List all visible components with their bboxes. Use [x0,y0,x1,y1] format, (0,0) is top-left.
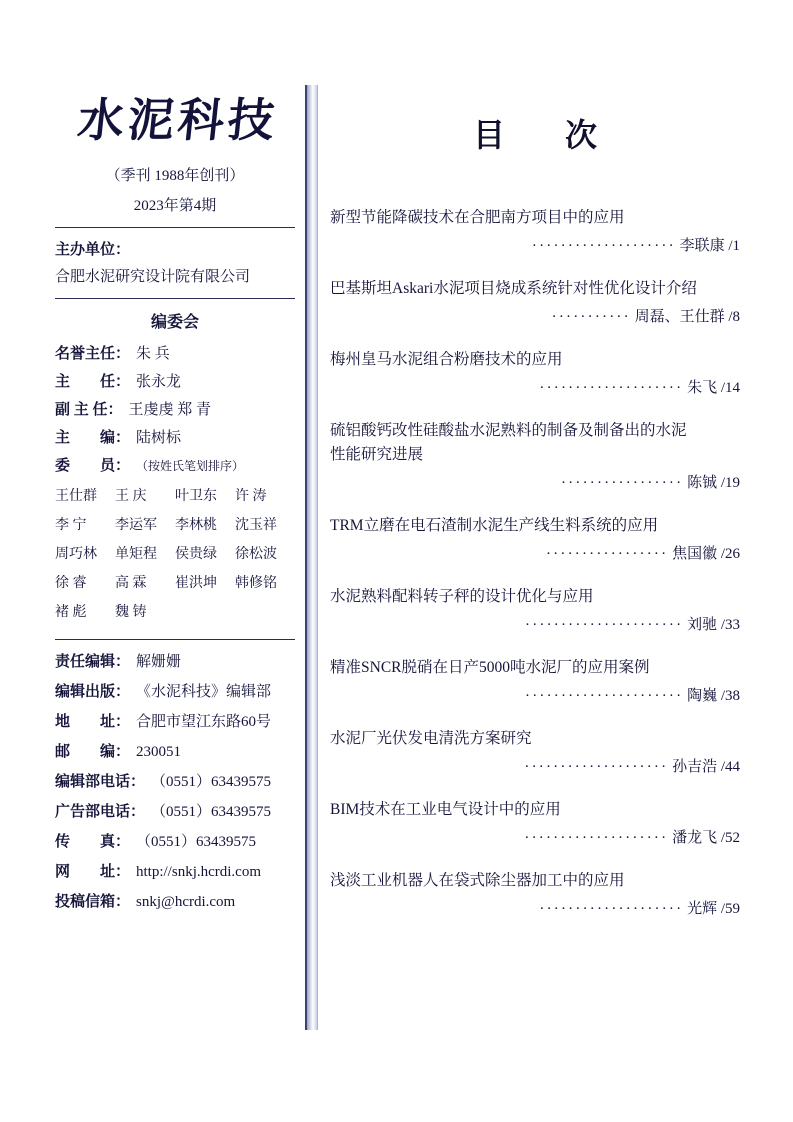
toc-entry-author: 陶巍 [687,688,718,705]
fax-value: （0551）63439575 [136,833,257,850]
leader-dots: ··········· [551,309,631,326]
publisher-label: 编辑出版： [55,683,131,700]
member-name: 单矩程 [115,546,157,562]
toc-entry-author: 李联康 [679,238,725,255]
page-title: 目 次 [472,116,611,154]
editorial-phone-label: 编辑部电话： [55,773,146,790]
toc-entry-page: /14 [720,380,740,397]
journal-periodicity: （季刊 1988年创刊） [105,167,245,184]
toc-entry-author: 朱飞 [687,380,718,397]
leader-dots: ················· [545,546,669,563]
toc-entry-title: 水泥厂光伏发电清洗方案研究 [330,730,532,748]
divider-contact [55,639,295,640]
member-name: 沈玉祥 [235,517,277,533]
vice-chair-value: 王虔虔 郑 青 [128,401,212,418]
toc-entry-author: 焦国徽 [672,546,718,563]
editor-in-chief-row [55,426,295,447]
leader-dots: ················· [560,475,684,492]
column-divider [305,85,318,1030]
ad-phone-row [55,800,295,821]
editor-in-chief-value: 陆树标 [136,429,182,446]
toc-entry-page: /8 [728,309,740,326]
member-name: 叶卫东 [175,488,217,504]
ad-phone-value: （0551）63439575 [151,803,272,820]
toc-entry-meta [330,376,740,397]
leader-dots: ···················· [539,380,684,397]
divider-top [55,227,295,228]
publisher-row [55,680,295,701]
email-row[interactable] [55,890,295,911]
list-item[interactable] [330,348,740,397]
editorial-members-grid [55,485,295,621]
members-note: （按姓氏笔划排序） [136,458,245,473]
leader-dots: ···················· [531,238,676,255]
member-name: 褚 彪 [55,604,87,620]
leader-dots: ······················ [525,617,684,634]
member-name: 高 霖 [115,575,147,591]
member-name: 周巧林 [55,546,97,562]
member-name: 徐松波 [235,546,277,562]
chair-row [55,370,295,391]
address-value: 合肥市望江东路60号 [136,713,272,730]
managing-editor-value: 解姗姗 [136,653,182,670]
honorary-chair-value: 朱 兵 [136,345,170,362]
sponsor-label: 主办单位： [55,241,131,258]
divider-editorial [55,298,295,299]
toc-entry-title: 梅州皇马水泥组合粉磨技术的应用 [330,351,563,369]
journal-info-column [55,95,295,920]
toc-entry-meta [330,234,740,255]
journal-masthead: 水泥科技 [75,93,281,147]
member-name: 侯贵绿 [175,546,217,562]
address-label: 地 址： [55,713,131,730]
member-name: 魏 铸 [115,604,147,620]
toc-entry-title-line2: 性能研究进展 [330,446,424,464]
toc-entry-title: 新型节能降碳技术在合肥南方项目中的应用 [330,209,625,226]
toc-entry-meta [330,542,740,563]
website-value[interactable]: http://snkj.hcrdi.com [136,863,262,880]
toc-entry-meta [330,613,740,634]
toc-entry-author: 刘驰 [687,617,718,634]
website-label: 网 址： [55,863,131,880]
vice-chair-row [55,398,295,419]
toc-entry-page: /26 [720,546,740,563]
leader-dots: ···················· [524,759,669,776]
chair-label: 主 任： [55,373,131,390]
chair-value: 张永龙 [136,373,182,390]
toc-entry-title: BIM技术在工业电气设计中的应用 [330,801,561,819]
toc-entry-page: /19 [720,475,740,492]
toc-entry-meta [330,897,740,918]
table-of-contents-column [330,110,740,940]
toc-entry-meta [330,305,740,326]
toc-entry-author: 周磊、王仕群 [634,309,725,326]
list-item[interactable] [330,727,740,776]
vice-chair-label: 副 主 任： [55,401,123,418]
toc-entry-title: 浅淡工业机器人在袋式除尘器加工中的应用 [330,872,625,890]
toc-entry-title: 水泥熟料配料转子秤的设计优化与应用 [330,588,594,606]
members-row [55,454,295,475]
toc-entry-meta [330,826,740,847]
list-item[interactable] [330,514,740,563]
toc-entry-title: 精准SNCR脱硝在日产5000吨水泥厂的应用案例 [330,659,650,677]
sponsor-value: 合肥水泥研究设计院有限公司 [55,268,251,285]
member-name: 许 涛 [235,488,267,504]
honorary-chair-row [55,342,295,363]
leader-dots: ······················ [525,688,684,705]
editorial-phone-row [55,770,295,791]
list-item[interactable] [330,419,740,492]
managing-editor-row [55,650,295,671]
toc-entry-title: 硫铝酸钙改性硅酸盐水泥熟料的制备及制备出的水泥 [330,422,687,440]
member-name: 李林桃 [175,517,217,533]
leader-dots: ···················· [539,901,684,918]
toc-entry-page: /59 [720,901,740,918]
postcode-row [55,740,295,761]
editor-in-chief-label: 主 编： [55,429,131,446]
contact-block [55,650,295,911]
toc-entry-page: /38 [720,688,740,705]
publisher-value: 《水泥科技》编辑部 [136,683,272,700]
toc-entry-meta [330,755,740,776]
website-row[interactable] [55,860,295,881]
list-item[interactable] [330,277,740,326]
managing-editor-label: 责任编辑： [55,653,131,670]
toc-entry-title: 巴基斯坦Askari水泥项目烧成系统针对性优化设计介绍 [330,280,697,298]
member-name: 韩修铭 [235,575,277,591]
ad-phone-label: 广告部电话： [55,803,146,820]
toc-entry-author: 光辉 [687,901,718,918]
member-name: 李 宁 [55,517,87,533]
toc-entry-page: /44 [720,759,740,776]
postcode-label: 邮 编： [55,743,131,760]
editorial-phone-value: （0551）63439575 [151,773,272,790]
address-row [55,710,295,731]
toc-entry-meta [330,471,740,492]
editorial-board-heading: 编委会 [150,313,199,331]
members-label: 委 员： [55,457,131,474]
journal-issue: 2023年第4期 [133,197,217,214]
toc-entry-page: /52 [720,830,740,847]
email-label: 投稿信箱： [55,893,131,910]
postcode-value: 230051 [136,743,182,760]
toc-entry-author: 陈铖 [687,475,718,492]
email-value[interactable]: snkj@hcrdi.com [136,893,236,910]
toc-entry-meta [330,684,740,705]
list-item[interactable] [330,656,740,705]
member-name: 崔洪坤 [175,575,217,591]
toc-entry-title: TRM立磨在电石渣制水泥生产线生料系统的应用 [330,517,659,535]
toc-entry-author: 潘龙飞 [672,830,718,847]
toc-entry-page: /33 [720,617,740,634]
list-item[interactable] [330,798,740,847]
toc-entry-author: 孙吉浩 [672,759,718,776]
leader-dots: ···················· [524,830,669,847]
list-item[interactable] [330,869,740,918]
fax-row [55,830,295,851]
member-name: 徐 睿 [55,575,87,591]
member-name: 王 庆 [115,488,147,504]
honorary-chair-label: 名誉主任： [55,345,131,362]
member-name: 李运军 [115,517,157,533]
fax-label: 传 真： [55,833,131,850]
list-item[interactable] [330,585,740,634]
member-name: 王仕群 [55,488,97,504]
toc-entry-page: /1 [728,238,740,255]
list-item[interactable] [330,206,740,255]
